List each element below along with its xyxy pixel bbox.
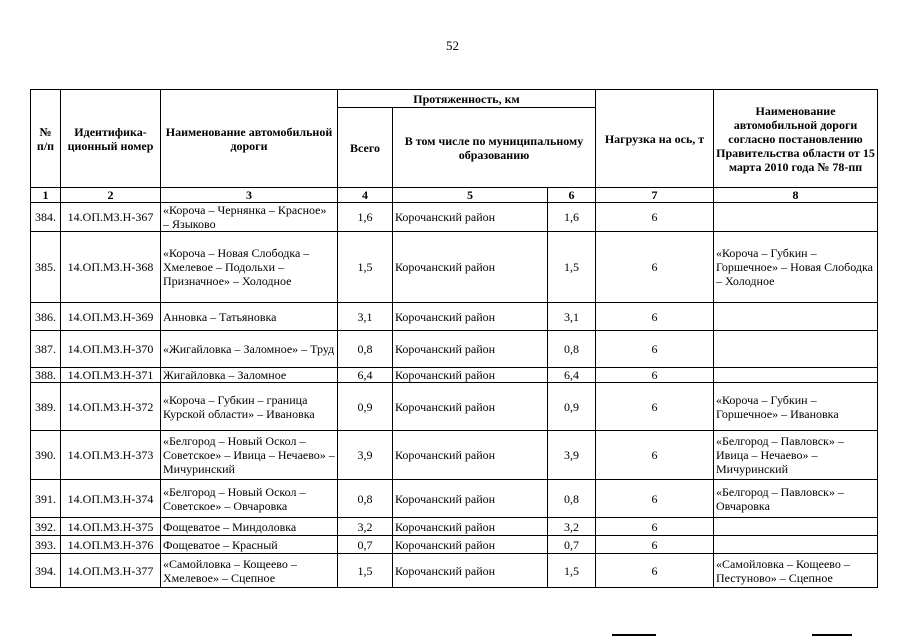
road-name: «Короча – Губкин – граница Курской области» – Ивановка — [161, 383, 338, 431]
length-district: 0,8 — [548, 331, 596, 368]
bottom-edge-mark — [812, 634, 852, 636]
road-identifier: 14.ОП.МЗ.Н-377 — [61, 554, 161, 588]
axle-load: 6 — [596, 383, 714, 431]
old-road-name: «Короча – Губкин – Горшечное» – Новая Слободка – Холодное — [714, 232, 878, 303]
row-number: 392. — [31, 518, 61, 536]
table-body — [31, 203, 878, 588]
road-identifier: 14.ОП.МЗ.Н-367 — [61, 203, 161, 232]
municipal-district: Корочанский район — [393, 554, 548, 588]
header-no: № п/п — [31, 90, 61, 188]
length-total: 1,5 — [338, 232, 393, 303]
axle-load: 6 — [596, 203, 714, 232]
row-number: 389. — [31, 383, 61, 431]
length-total: 0,7 — [338, 536, 393, 554]
column-number: 3 — [161, 188, 338, 203]
axle-load: 6 — [596, 303, 714, 331]
length-district: 1,5 — [548, 232, 596, 303]
municipal-district: Корочанский район — [393, 480, 548, 518]
road-name: «Белгород – Новый Оскол – Советское» – Ивица – Нечаево» – Мичуринский — [161, 431, 338, 480]
column-numbers-row — [31, 188, 878, 203]
column-number: 5 — [393, 188, 548, 203]
road-name: «Самойловка – Кощеево – Хмелевое» – Сцепное — [161, 554, 338, 588]
length-total: 6,4 — [338, 368, 393, 383]
column-number: 2 — [61, 188, 161, 203]
table-row — [31, 232, 878, 303]
road-name: «Жигайловка – Заломное» – Труд — [161, 331, 338, 368]
bottom-edge-mark — [612, 634, 656, 636]
length-total: 3,9 — [338, 431, 393, 480]
municipal-district: Корочанский район — [393, 518, 548, 536]
municipal-district: Корочанский район — [393, 368, 548, 383]
length-district: 3,2 — [548, 518, 596, 536]
length-total: 0,8 — [338, 331, 393, 368]
axle-load: 6 — [596, 554, 714, 588]
road-name: Анновка – Татьяновка — [161, 303, 338, 331]
road-identifier: 14.ОП.МЗ.Н-368 — [61, 232, 161, 303]
municipal-district: Корочанский район — [393, 431, 548, 480]
axle-load: 6 — [596, 368, 714, 383]
road-name: Фощеватое – Красный — [161, 536, 338, 554]
length-total: 1,6 — [338, 203, 393, 232]
column-number: 4 — [338, 188, 393, 203]
old-road-name: «Белгород – Павловск» – Ивица – Нечаево» – Мичуринский — [714, 431, 878, 480]
row-number: 390. — [31, 431, 61, 480]
roads-table — [30, 89, 878, 588]
road-identifier: 14.ОП.МЗ.Н-375 — [61, 518, 161, 536]
row-number: 384. — [31, 203, 61, 232]
row-number: 385. — [31, 232, 61, 303]
table-row — [31, 536, 878, 554]
column-number: 8 — [714, 188, 878, 203]
road-name: «Короча – Новая Слободка – Хмелевое – Подольхи – Призначное» – Холодное — [161, 232, 338, 303]
table-row — [31, 331, 878, 368]
road-identifier: 14.ОП.МЗ.Н-371 — [61, 368, 161, 383]
table-row — [31, 368, 878, 383]
table-row — [31, 203, 878, 232]
table-row — [31, 554, 878, 588]
municipal-district: Корочанский район — [393, 232, 548, 303]
axle-load: 6 — [596, 431, 714, 480]
municipal-district: Корочанский район — [393, 536, 548, 554]
axle-load: 6 — [596, 536, 714, 554]
header-load: Нагрузка на ось, т — [596, 90, 714, 188]
length-total: 3,2 — [338, 518, 393, 536]
length-district: 3,1 — [548, 303, 596, 331]
road-identifier: 14.ОП.МЗ.Н-370 — [61, 331, 161, 368]
length-district: 1,5 — [548, 554, 596, 588]
old-road-name: «Самойловка – Кощеево – Пестуново» – Сцепное — [714, 554, 878, 588]
length-total: 1,5 — [338, 554, 393, 588]
old-road-name — [714, 536, 878, 554]
header-total: Всего — [338, 108, 393, 188]
old-road-name — [714, 368, 878, 383]
road-name: Фощеватое – Миндоловка — [161, 518, 338, 536]
road-name: Жигайловка – Заломное — [161, 368, 338, 383]
header-length: Протяженность, км — [338, 90, 596, 108]
axle-load: 6 — [596, 331, 714, 368]
row-number: 387. — [31, 331, 61, 368]
page-number: 52 — [446, 38, 459, 53]
row-number: 386. — [31, 303, 61, 331]
old-road-name: «Короча – Губкин – Горшечное» – Ивановка — [714, 383, 878, 431]
old-road-name — [714, 518, 878, 536]
table-row — [31, 303, 878, 331]
old-road-name — [714, 303, 878, 331]
road-identifier: 14.ОП.МЗ.Н-374 — [61, 480, 161, 518]
old-road-name: «Белгород – Павловск» – Овчаровка — [714, 480, 878, 518]
municipal-district: Корочанский район — [393, 203, 548, 232]
municipal-district: Корочанский район — [393, 383, 548, 431]
header-name: Наименование автомобильной дороги — [161, 90, 338, 188]
header-ident: Идентифика-ционный номер — [61, 90, 161, 188]
table-row — [31, 431, 878, 480]
row-number: 388. — [31, 368, 61, 383]
length-total: 0,8 — [338, 480, 393, 518]
road-name: «Белгород – Новый Оскол – Советское» – Овчаровка — [161, 480, 338, 518]
column-number: 7 — [596, 188, 714, 203]
column-number: 1 — [31, 188, 61, 203]
row-number: 394. — [31, 554, 61, 588]
length-total: 0,9 — [338, 383, 393, 431]
old-road-name — [714, 203, 878, 232]
axle-load: 6 — [596, 232, 714, 303]
length-district: 0,7 — [548, 536, 596, 554]
length-district: 6,4 — [548, 368, 596, 383]
road-identifier: 14.ОП.МЗ.Н-376 — [61, 536, 161, 554]
header-old-name: Наименование автомобильной дороги согласно постановлению Правительства области от 15 марта 2010 года № 78-пп — [714, 90, 878, 188]
table-row — [31, 383, 878, 431]
road-identifier: 14.ОП.МЗ.Н-373 — [61, 431, 161, 480]
table-row — [31, 480, 878, 518]
axle-load: 6 — [596, 518, 714, 536]
road-identifier: 14.ОП.МЗ.Н-369 — [61, 303, 161, 331]
length-district: 0,9 — [548, 383, 596, 431]
row-number: 393. — [31, 536, 61, 554]
length-district: 3,9 — [548, 431, 596, 480]
row-number: 391. — [31, 480, 61, 518]
length-total: 3,1 — [338, 303, 393, 331]
header-municipal: В том числе по муниципальному образованию — [393, 108, 596, 188]
road-name: «Короча – Чернянка – Красное» – Языково — [161, 203, 338, 232]
municipal-district: Корочанский район — [393, 331, 548, 368]
table-row — [31, 518, 878, 536]
road-identifier: 14.ОП.МЗ.Н-372 — [61, 383, 161, 431]
length-district: 0,8 — [548, 480, 596, 518]
municipal-district: Корочанский район — [393, 303, 548, 331]
length-district: 1,6 — [548, 203, 596, 232]
column-number: 6 — [548, 188, 596, 203]
axle-load: 6 — [596, 480, 714, 518]
old-road-name — [714, 331, 878, 368]
